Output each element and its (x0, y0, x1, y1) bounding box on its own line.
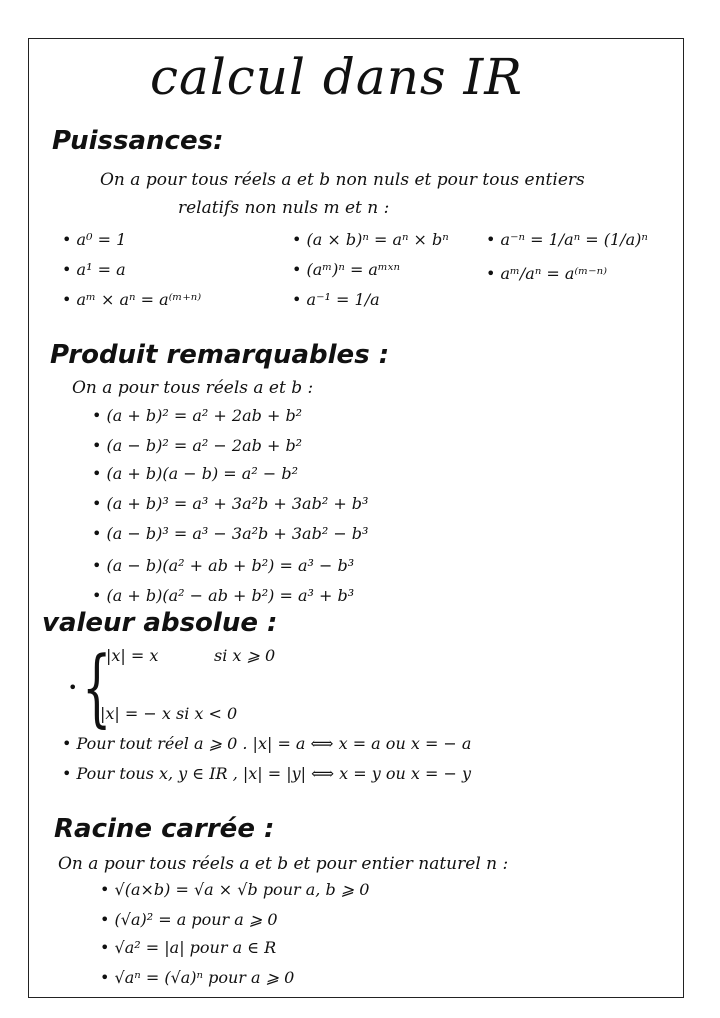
formula-item: si x ⩾ 0 (214, 646, 276, 665)
formula-item: • √a² = |a| pour a ∈ R (100, 938, 277, 957)
formula-item: • Pour tout réel a ⩾ 0 . |x| = a ⟺ x = a ou x = − a (62, 734, 472, 753)
intro-racine: On a pour tous réels a et b et pour entier naturel n : (58, 854, 509, 874)
formula-item: • √(a×b) = √a × √b pour a, b ⩾ 0 (100, 880, 370, 899)
brace-icon: { (82, 638, 112, 736)
bullet: • (68, 678, 78, 697)
formula-item: • (a + b)(a² − ab + b²) = a³ + b³ (92, 586, 355, 605)
formula-item: • (a − b)(a² + ab + b²) = a³ − b³ (92, 556, 355, 575)
formula-item: • a⁻ⁿ = 1/aⁿ = (1/a)ⁿ (486, 230, 648, 249)
intro-produits: On a pour tous réels a et b : (72, 378, 314, 398)
formula-item: • a⁰ = 1 (62, 230, 127, 249)
formula-item: • aᵐ/aⁿ = a⁽ᵐ⁻ⁿ⁾ (486, 264, 608, 283)
formula-item: • (a + b)³ = a³ + 3a²b + 3ab² + b³ (92, 494, 369, 513)
formula-item: • (a − b)³ = a³ − 3a²b + 3ab² − b³ (92, 524, 369, 543)
formula-item: • (a − b)² = a² − 2ab + b² (92, 436, 303, 455)
heading-produits: Produit remarquables : (50, 340, 390, 370)
formula-item: • (a × b)ⁿ = aⁿ × bⁿ (292, 230, 449, 249)
formula-item: • (a + b)(a − b) = a² − b² (92, 464, 298, 483)
formula-item: • √aⁿ = (√a)ⁿ pour a ⩾ 0 (100, 968, 295, 987)
formula-item: • a¹ = a (62, 260, 126, 279)
heading-valeur-absolue: valeur absolue : (42, 608, 278, 638)
page-title: calcul dans IR (150, 48, 523, 106)
formula-item: • a⁻¹ = 1/a (292, 290, 380, 309)
heading-puissances: Puissances: (52, 126, 224, 156)
formula-item: • (√a)² = a pour a ⩾ 0 (100, 910, 278, 929)
intro-puissances-line2: relatifs non nuls m et n : (178, 198, 390, 218)
formula-item: |x| = x (106, 646, 159, 665)
heading-racine-carree: Racine carrée : (54, 814, 275, 844)
intro-puissances-line1: On a pour tous réels a et b non nuls et pour tous entiers (100, 170, 585, 190)
formula-item: • aᵐ × aⁿ = a⁽ᵐ⁺ⁿ⁾ (62, 290, 202, 309)
formula-item: • Pour tous x, y ∈ IR , |x| = |y| ⟺ x = y ou x = − y (62, 764, 472, 783)
formula-item: |x| = − x si x < 0 (100, 704, 238, 723)
formula-item: • (a + b)² = a² + 2ab + b² (92, 406, 303, 425)
formula-item: • (aᵐ)ⁿ = aᵐˣⁿ (292, 260, 400, 279)
